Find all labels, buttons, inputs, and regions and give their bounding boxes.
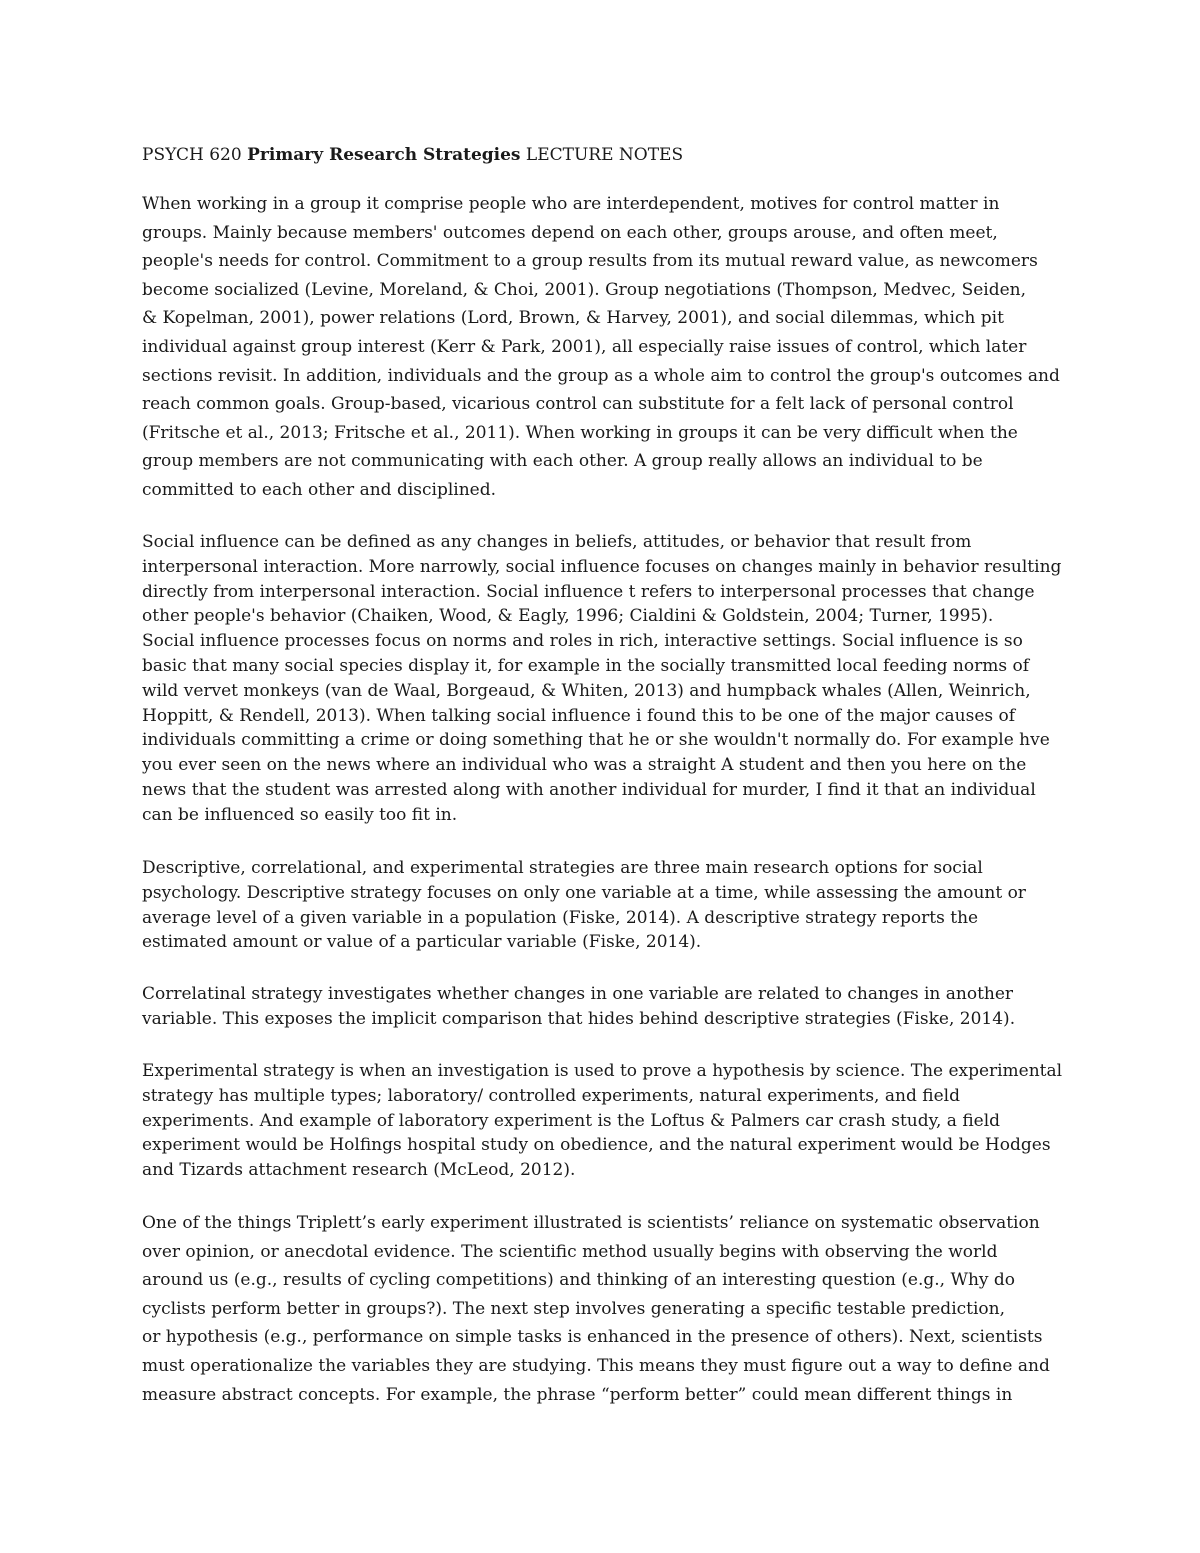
text-line: & Kopelman, 2001), power relations (Lord, Brown, & Harvey, 2001), and social dilemmas, which pit — [142, 308, 1004, 329]
text-line: directly from interpersonal interaction. Social influence t refers to interpersonal processes that change — [142, 581, 1035, 602]
paragraph-groups-control — [142, 190, 1062, 505]
text-line: basic that many social species display it, for example in the socially transmitted local feeding norms of — [142, 655, 1030, 676]
text-line: strategy has multiple types; laboratory/ controlled experiments, natural experiments, and field — [142, 1085, 960, 1106]
text-line: other people's behavior (Chaiken, Wood, & Eagly, 1996; Cialdini & Goldstein, 2004; Turner, 1995). — [142, 606, 994, 627]
text-line: must operationalize the variables they are studying. This means they must figure out a way to define and — [142, 1355, 1050, 1376]
paragraph-correlational-strategy — [142, 982, 1062, 1032]
title-course: PSYCH 620 — [142, 145, 242, 165]
text-line: you ever seen on the news where an individual who was a straight A student and then you here on the — [142, 755, 1027, 776]
text-line: Hoppitt, & Rendell, 2013). When talking social influence i found this to be one of the major causes of — [142, 705, 1016, 726]
text-line: One of the things Triplett’s early experiment illustrated is scientists’ reliance on systematic observation — [142, 1213, 1040, 1233]
paragraph-research-strategies — [142, 856, 1062, 955]
text-line: groups. Mainly because members' outcomes depend on each other, groups arouse, and often meet, — [142, 222, 998, 243]
text-line: reach common goals. Group-based, vicarious control can substitute for a felt lack of personal control — [142, 394, 1014, 415]
text-line: measure abstract concepts. For example, the phrase “perform better” could mean different things in — [142, 1384, 1013, 1405]
text-line: and Tizards attachment research (McLeod, 2012). — [142, 1160, 576, 1181]
text-line: interpersonal interaction. More narrowly, social influence focuses on changes mainly in behavior resulting — [142, 556, 1062, 577]
text-line: psychology. Descriptive strategy focuses on only one variable at a time, while assessing the amount or — [142, 882, 1026, 903]
paragraph-triplett-scientific-method — [142, 1209, 1062, 1409]
text-line: Correlatinal strategy investigates whether changes in one variable are related to changes in another — [142, 984, 1014, 1004]
text-line: over opinion, or anecdotal evidence. The scientific method usually begins with observing the world — [142, 1241, 998, 1262]
text-line: can be influenced so easily too fit in. — [142, 804, 458, 825]
text-line: experiments. And example of laboratory experiment is the Loftus & Palmers car crash study, a field — [142, 1110, 1001, 1131]
text-line: When working in a group it comprise people who are interdependent, motives for control matter in — [142, 194, 1000, 214]
paragraph-experimental-strategy — [142, 1059, 1062, 1183]
text-line: cyclists perform better in groups?). The next step involves generating a specific testable prediction, — [142, 1298, 1006, 1319]
text-line: Social influence can be defined as any changes in beliefs, attitudes, or behavior that result from — [142, 532, 972, 552]
text-line: group members are not communicating with each other. A group really allows an individual to be — [142, 451, 983, 472]
text-line: individuals committing a crime or doing something that he or she wouldn't normally do. For example hve — [142, 730, 1050, 751]
text-line: estimated amount or value of a particular variable (Fiske, 2014). — [142, 932, 702, 953]
text-line: experiment would be Holfings hospital study on obedience, and the natural experiment would be Hodges — [142, 1135, 1051, 1156]
title-bold: Primary Research Strategies — [247, 145, 521, 165]
text-line: Social influence processes focus on norms and roles in rich, interactive settings. Social influence is so — [142, 631, 1023, 652]
text-line: sections revisit. In addition, individuals and the group as a whole aim to control the group's outcomes and — [142, 365, 1060, 386]
text-line: people's needs for control. Commitment to a group results from its mutual reward value, as newcomers — [142, 251, 1038, 272]
text-line: become socialized (Levine, Moreland, & Choi, 2001). Group negotiations (Thompson, Medvec, Seiden, — [142, 279, 1027, 300]
text-line: wild vervet monkeys (van de Waal, Borgeaud, & Whiten, 2013) and humpback whales (Allen, Weinrich, — [142, 680, 1031, 701]
text-line: average level of a given variable in a population (Fiske, 2014). A descriptive strategy reports the — [142, 907, 979, 928]
text-line: (Fritsche et al., 2013; Fritsche et al., 2011). When working in groups it can be very difficult when the — [142, 422, 1018, 443]
document-title — [142, 143, 1062, 167]
text-line: variable. This exposes the implicit comparison that hides behind descriptive strategies (Fiske, 2014). — [142, 1008, 1016, 1029]
text-line: Experimental strategy is when an investigation is used to prove a hypothesis by science. The experimental — [142, 1061, 1063, 1081]
text-line: individual against group interest (Kerr & Park, 2001), all especially raise issues of control, which later — [142, 336, 1027, 357]
text-line: around us (e.g., results of cycling competitions) and thinking of an interesting question (e.g., Why do — [142, 1270, 1016, 1291]
title-suffix: LECTURE NOTES — [525, 145, 684, 165]
text-line: or hypothesis (e.g., performance on simple tasks is enhanced in the presence of others). Next, scientists — [142, 1327, 1043, 1348]
text-line: committed to each other and disciplined. — [142, 479, 497, 500]
text-line: news that the student was arrested along with another individual for murder, I find it that an individual — [142, 779, 1036, 800]
text-line: Descriptive, correlational, and experimental strategies are three main research options for social — [142, 858, 983, 878]
paragraph-social-influence — [142, 530, 1062, 828]
